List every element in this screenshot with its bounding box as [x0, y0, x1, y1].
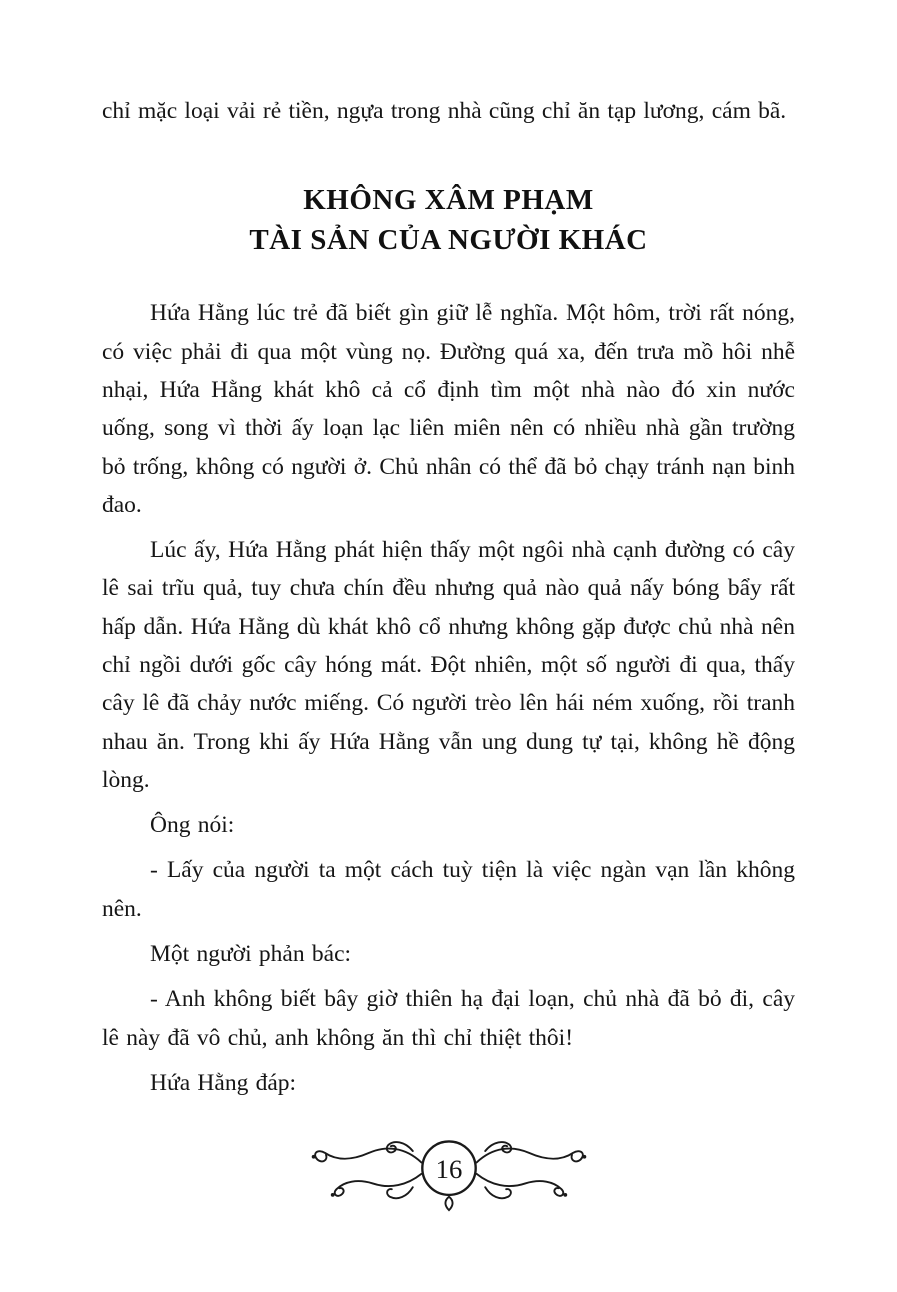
chapter-title-line2: TÀI SẢN CỦA NGƯỜI KHÁC: [249, 224, 648, 257]
body-paragraph-3: Ông nói:: [150, 812, 235, 839]
ornament-drop: [445, 1197, 452, 1210]
body-paragraph-4: - Lấy của người ta một cách tuỳ tiện là việc ngàn vạn lần không nên.: [102, 857, 795, 922]
body-paragraph-2: Lúc ấy, Hứa Hằng phát hiện thấy một ngôi nhà cạnh đường có cây lê sai trĩu quả, tuy chưa chín đều nhưng quả nào quả nấy bóng bẩy rất hấp dẫn. Hứa Hằng dù khát khô cổ nhưng không gặp được chủ nhà nên chỉ ngồi dưới gốc cây hóng mát. Đột nhiên, một số người đi qua, thấy cây lê đã chảy nước miếng. Có người trèo lên hái ném xuống, rồi tranh nhau ăn. Trong khi ấy Hứa Hằng vẫn ung dung tự tại, không hề động lòng.: [102, 537, 795, 793]
body-paragraph-7: Hứa Hằng đáp:: [150, 1069, 297, 1096]
body-paragraph-6: - Anh không biết bây giờ thiên hạ đại loạn, chủ nhà đã bỏ đi, cây lê này đã vô chủ, anh không ăn thì chỉ thiệt thôi!: [102, 986, 795, 1051]
page-footer: [0, 1130, 897, 1214]
body-paragraph-1: Hứa Hằng lúc trẻ đã biết gìn giữ lễ nghĩa. Một hôm, trời rất nóng, có việc phải đi qua một vùng nọ. Đường quá xa, đến trưa mồ hôi nhễ nhại, Hứa Hằng khát khô cả cổ định tìm một nhà nào đó xin nước uống, song vì thời ấy loạn lạc liên miên nên có nhiều nhà gần trường bỏ trống, không có người ở. Chủ nhân có thể đã bỏ chạy tránh nạn binh đao.: [102, 300, 795, 518]
body-paragraph-5: Một người phản bác:: [150, 941, 352, 968]
chapter-title: [102, 180, 795, 260]
chapter-title-line1: KHÔNG XÂM PHẠM: [303, 184, 594, 217]
flourish-right: [476, 1142, 586, 1198]
flourish-left: [311, 1142, 421, 1198]
page-number-ornament: [306, 1130, 592, 1214]
paragraph-continuation: chỉ mặc loại vải rẻ tiền, ngựa trong nhà cũng chỉ ăn tạp lương, cám bã.: [102, 98, 787, 124]
page-number: 16: [435, 1154, 462, 1185]
